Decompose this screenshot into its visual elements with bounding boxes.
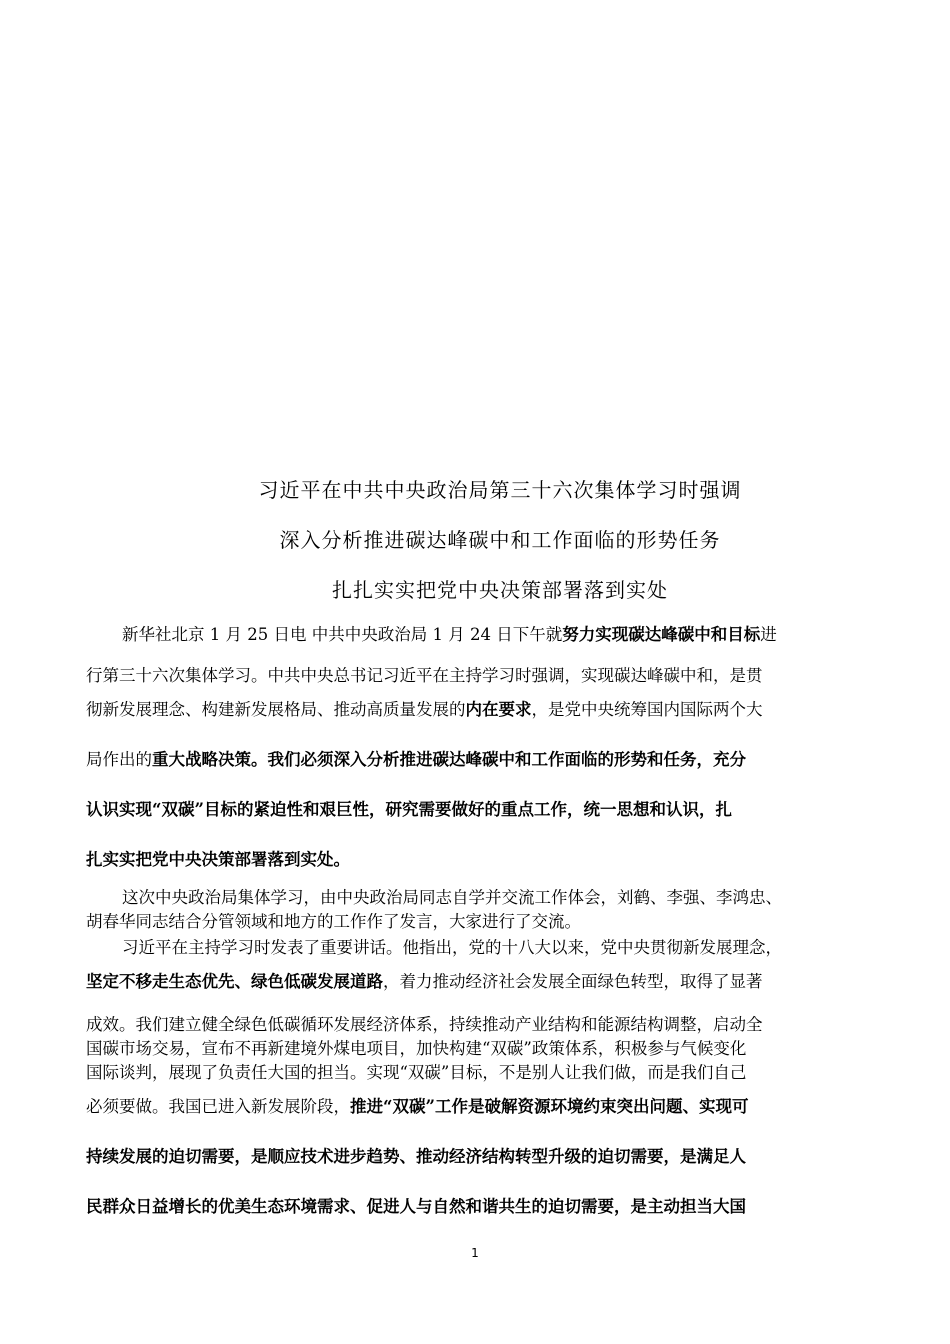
- para1-text: 进: [760, 625, 777, 644]
- para3-line-8: 民群众日益增长的优美生态环境需求、促进人与自然和谐共生的迫切需要，是主动担当大国: [86, 1197, 746, 1216]
- para3-emphasis: 坚定不移走生态优先、绿色低碳发展道路: [86, 972, 383, 991]
- page-number: 1: [471, 1246, 479, 1260]
- para3-line-3: 成效。我们建立健全绿色低碳循环发展经济体系，持续推动产业结构和能源结构调整，启动全: [86, 1015, 763, 1034]
- para3-line-5: 国际谈判，展现了负责任大国的担当。实现“双碳”目标，不是别人让我们做，而是我们自己: [86, 1063, 747, 1082]
- para1-emphasis: 内在要求: [465, 700, 532, 719]
- title-line-1: 习近平在中共中央政治局第三十六次集体学习时强调: [258, 478, 742, 502]
- para3-line-6: [86, 1096, 866, 1118]
- para1-line-4: [86, 749, 866, 771]
- para2-line-2: 胡春华同志结合分管领域和地方的工作作了发言，大家进行了交流。: [86, 912, 581, 931]
- title-line-2: 深入分析推进碳达峰碳中和工作面临的形势任务: [279, 528, 721, 552]
- title-line-3: 扎扎实实把党中央决策部署落到实处: [332, 578, 668, 602]
- para1-line-1: [122, 624, 866, 646]
- para3-text: ，着力推动经济社会发展全面绿色转型，取得了显著: [383, 972, 763, 991]
- para2-line-1: 这次中央政治局集体学习，由中央政治局同志自学并交流工作体会，刘鹤、李强、李鸿忠、: [122, 888, 782, 907]
- para3-text: 必须要做。我国已进入新发展阶段，: [86, 1097, 350, 1116]
- para1-line-3: [86, 699, 866, 721]
- para1-line-2: 行第三十六次集体学习。中共中央总书记习近平在主持学习时强调，实现碳达峰碳中和，是贯: [86, 666, 763, 685]
- para3-emphasis: 推进“双碳”工作是破解资源环境约束突出问题、实现可: [350, 1097, 749, 1116]
- para3-line-1: 习近平在主持学习时发表了重要讲话。他指出，党的十八大以来，党中央贯彻新发展理念，: [122, 938, 782, 957]
- para3-line-2: [86, 971, 866, 993]
- para1-line-5: 认识实现“双碳”目标的紧迫性和艰巨性，研究需要做好的重点工作，统一思想和认识，扎: [86, 800, 732, 819]
- para1-emphasis: 努力实现碳达峰碳中和目标: [562, 625, 761, 644]
- para3-line-4: 国碳市场交易，宣布不再新建境外煤电项目，加快构建“双碳”政策体系，积极参与气候变化: [86, 1039, 747, 1058]
- para1-text: 新华社北京 1 月 25 日电 中共中央政治局 1 月 24 日下午就: [122, 625, 563, 644]
- para1-text: ，是党中央统筹国内国际两个大: [531, 700, 763, 719]
- para1-line-6: 扎实实把党中央决策部署落到实处。: [86, 850, 350, 869]
- para1-emphasis: 重大战略决策: [152, 750, 251, 769]
- para3-line-7: 持续发展的迫切需要，是顺应技术进步趋势、推动经济结构转型升级的迫切需要，是满足人: [86, 1147, 746, 1166]
- para1-text: 彻新发展理念、构建新发展格局、推动高质量发展的: [86, 700, 466, 719]
- para1-emphasis: 。我们必须深入分析推进碳达峰碳中和工作面临的形势和任务，充分: [251, 750, 746, 769]
- para1-text: 局作出的: [86, 750, 152, 769]
